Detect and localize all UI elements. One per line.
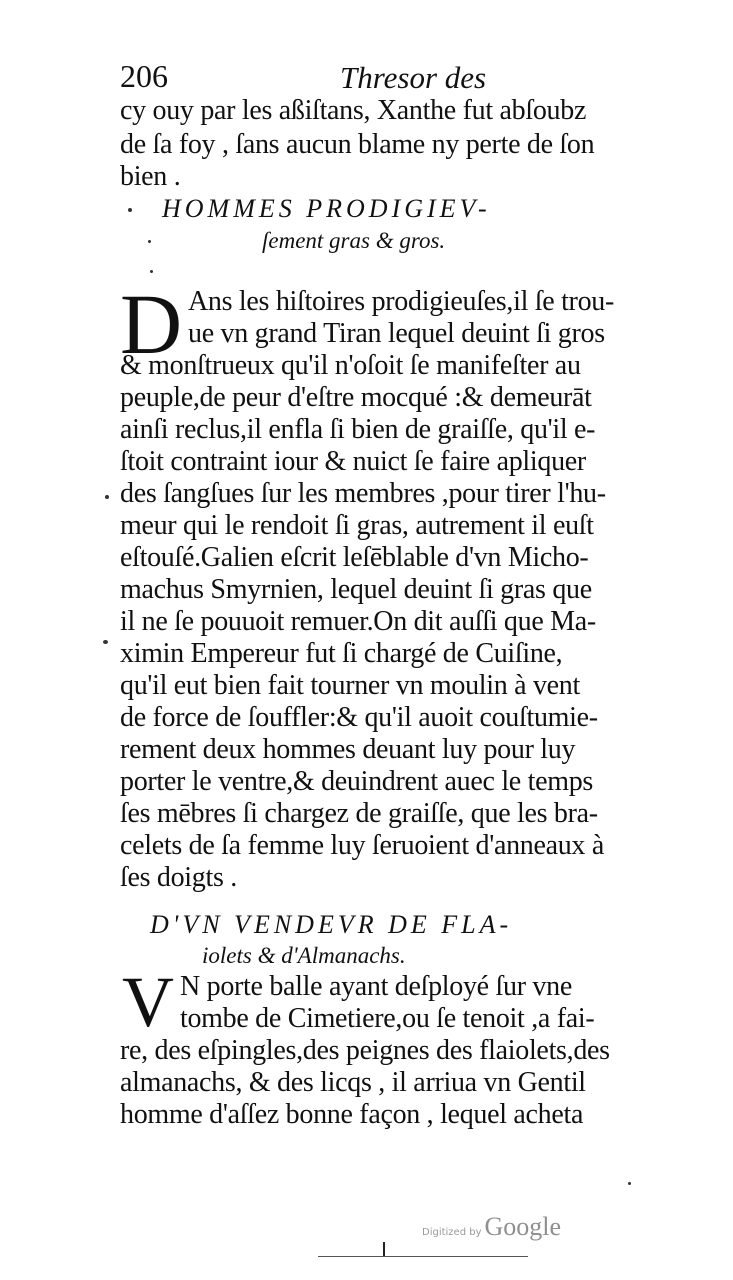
- section-heading: HOMMES PRODIGIEV-: [162, 194, 491, 223]
- text-line: almanachs, & des licqs , il arriua vn Gentil: [120, 1067, 586, 1098]
- scan-speck: [628, 1182, 631, 1185]
- scan-mark: [383, 1242, 385, 1256]
- text-line: celets de ſa femme luy ſeruoient d'anneaux à: [120, 830, 604, 861]
- digitized-label: Digitized by: [422, 1227, 482, 1238]
- scan-speck: [148, 240, 151, 243]
- text-line: ſes doigts .: [120, 862, 237, 893]
- scan-speck: [128, 208, 132, 212]
- section-subheading: iolets & d'Almanachs.: [202, 943, 406, 968]
- text-line: porter le ventre,& deuindrent auec le temps: [120, 766, 594, 797]
- section-subheading: ſement gras & gros.: [262, 228, 446, 253]
- text-line: des ſangſues ſur les membres ,pour tirer l'hu-: [120, 478, 606, 509]
- digitized-watermark: [422, 1212, 561, 1242]
- text-line: tombe de Cimetiere,ou ſe tenoit ,a fai-: [180, 1003, 595, 1034]
- text-line: ſes mēbres ſi chargez de graiſſe, que les bra-: [120, 798, 598, 829]
- text-line: de force de ſouffler:& qu'il auoit couſtumie-: [120, 702, 598, 733]
- text-line: ue vn grand Tiran lequel deuint ſi gros: [188, 318, 605, 349]
- scan-speck: [105, 495, 109, 499]
- text-line: machus Smyrnien, lequel deuint ſi gras que: [120, 574, 592, 605]
- running-title: Thresor des: [340, 60, 487, 95]
- scan-line: [318, 1256, 528, 1257]
- text-line: ximin Empereur fut ſi chargé de Cuiſine,: [120, 638, 563, 669]
- text-line: Ans les hiſtoires prodigieuſes,il ſe trou-: [188, 286, 614, 317]
- drop-cap-letter: V: [122, 962, 174, 1042]
- text-line: eſtouſé.Galien eſcrit leſēblable d'vn Micho-: [120, 542, 589, 573]
- page-number: 206: [120, 58, 168, 94]
- text-line: cy ouy par les aßiſtans, Xanthe fut abſoubz: [120, 95, 587, 126]
- drop-cap-letter: D: [120, 276, 183, 372]
- text-line: de ſa foy , ſans aucun blame ny perte de ſon: [120, 129, 595, 160]
- section-heading: D'VN VENDEVR DE FLA-: [150, 910, 513, 939]
- text-line: rement deux hommes deuant luy pour luy: [120, 734, 576, 765]
- text-line: peuple,de peur d'eſtre mocqué :& demeurāt: [120, 382, 592, 413]
- scan-speck: [150, 270, 153, 273]
- text-line: ainſi reclus,il enfla ſi bien de graiſſe, qu'il e-: [120, 414, 596, 445]
- text-line: N porte balle ayant deſployé ſur vne: [180, 971, 572, 1002]
- text-line: qu'il eut bien fait tourner vn moulin à vent: [120, 670, 580, 701]
- text-line: ſtoit contraint iour & nuict ſe faire apliquer: [120, 446, 586, 477]
- text-line: meur qui le rendoit ſi gras, autrement il euſt: [120, 510, 594, 541]
- text-line: & monſtrueux qu'il n'oſoit ſe manifeſter au: [120, 350, 581, 381]
- google-logo-text: Google: [484, 1212, 562, 1241]
- text-line: homme d'aſſez bonne façon , lequel acheta: [120, 1099, 584, 1130]
- text-line: il ne ſe pouuoit remuer.On dit auſſi que Ma-: [120, 606, 596, 637]
- scan-speck: [103, 640, 108, 644]
- text-line: re, des eſpingles,des peignes des flaiolets,des: [120, 1035, 610, 1066]
- text-line: bien .: [120, 161, 181, 192]
